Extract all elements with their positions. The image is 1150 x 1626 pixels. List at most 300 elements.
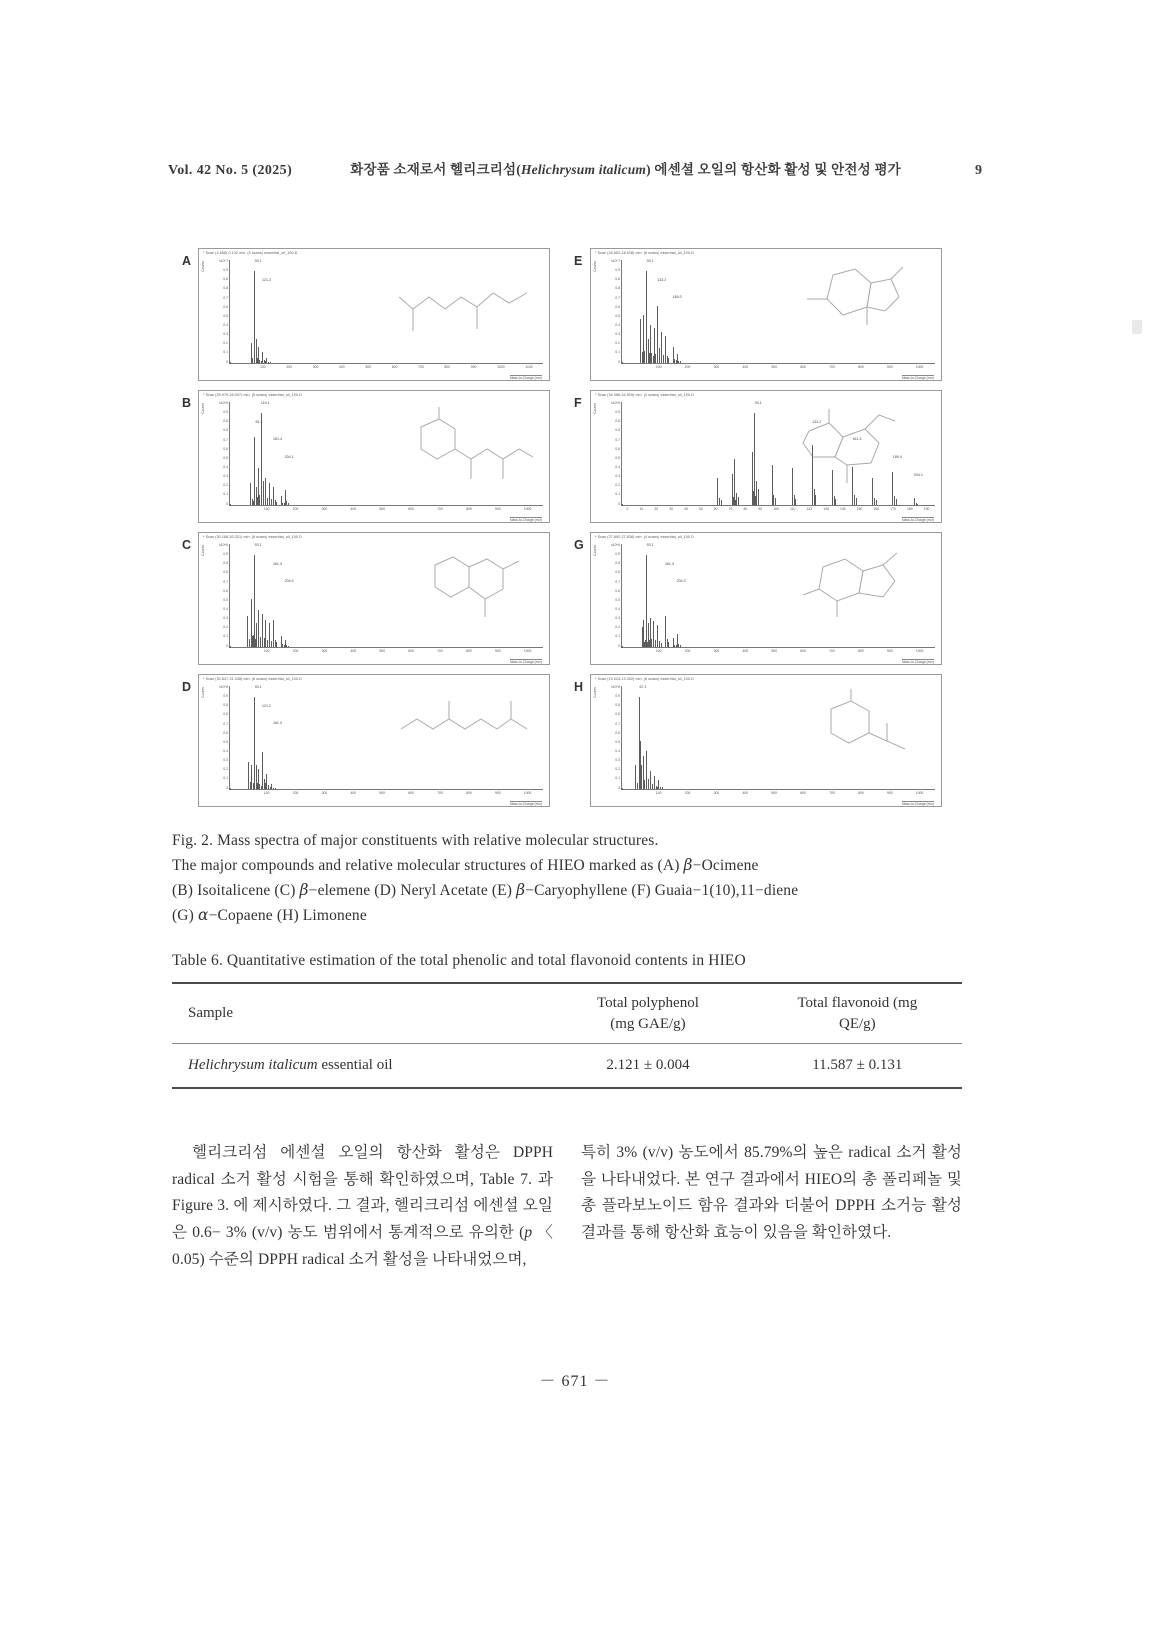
x-tick-label: 800: [466, 649, 472, 653]
column-header-polyphenol: [543, 984, 752, 1044]
x-axis-ticks: [621, 507, 935, 516]
y-tick-label: 0: [226, 785, 228, 790]
x-axis-ticks: [229, 791, 543, 800]
x-tick-label: 130: [823, 507, 829, 511]
y-tick-label: 0.6: [615, 730, 620, 735]
x-tick-label: 400: [339, 365, 345, 369]
y-axis-ticks: [212, 686, 228, 790]
y-tick-label: 0.6: [615, 446, 620, 451]
y-axis-title: Counts: [201, 403, 205, 414]
x-tick-label: 1000: [915, 791, 924, 795]
caption-line-1: Fig. 2. Mass spectra of major constituents with relative molecular structures.: [172, 832, 659, 849]
y-tick-label: 0.4: [615, 322, 620, 327]
secondary-peak-label: 204.1: [284, 455, 294, 460]
x-tick-label: 400: [742, 791, 749, 795]
y-axis-ticks: [604, 686, 620, 790]
x-tick-label: 1000: [523, 507, 532, 511]
y-axis-unit: x10^6: [219, 685, 228, 689]
peak-bar: [288, 503, 289, 505]
molecular-structure-d: [391, 689, 541, 781]
y-tick-label: 0.9: [223, 410, 228, 415]
y-tick-label: 0.4: [223, 606, 228, 611]
x-tick-label: 200: [292, 791, 299, 795]
scan-header-text: * Scan (27.692-27.838) min. (4 scans) essential_oil_100.D: [595, 535, 694, 539]
x-tick-label: 500: [379, 507, 386, 511]
x-tick-label: 600: [800, 649, 806, 653]
y-tick-label: 0.3: [615, 758, 620, 763]
base-peak-label: 93.1: [254, 543, 262, 547]
x-tick-label: 600: [800, 791, 806, 795]
x-tick-label: 150: [856, 507, 863, 511]
secondary-peak-label: 161.3: [272, 561, 282, 566]
y-axis-unit: x10^6: [219, 543, 228, 547]
x-tick-label: 600: [408, 649, 414, 653]
peak-bar: [856, 498, 857, 505]
species-name: Helichrysum italicum: [188, 1057, 318, 1074]
table-6-head: [172, 983, 962, 1044]
y-axis-ticks: [212, 260, 228, 364]
peak-bar: [668, 358, 669, 363]
y-tick-label: 0.8: [223, 570, 228, 575]
x-axis-title: Mass-to-Charge (m/z): [509, 518, 542, 522]
peak-bar: [661, 643, 662, 647]
panel-label-e: E: [574, 254, 583, 268]
x-tick-label: 20: [654, 507, 659, 511]
panel-label-d: D: [182, 680, 192, 694]
panel-label-b: B: [182, 396, 192, 410]
y-tick-label: 0.8: [223, 277, 228, 282]
y-tick-label: 0.5: [223, 739, 228, 744]
running-title-prefix: 화장품 소재로서 헬리크리섬(: [350, 162, 521, 177]
x-tick-label: 600: [800, 365, 806, 369]
secondary-peak-label: 161.3: [664, 561, 674, 566]
x-tick-label: 400: [742, 365, 749, 369]
y-tick-label: 0.5: [223, 313, 228, 318]
x-tick-label: 200: [684, 649, 691, 653]
scan-header-text: * Scan (13.024-13.302) min. (6 scans) essential_oil_100.D: [595, 677, 694, 681]
x-tick-label: 400: [350, 507, 357, 511]
y-tick-label: 0.3: [223, 758, 228, 763]
x-axis-title: Mass-to-Charge (m/z): [901, 376, 934, 380]
y-tick-label: 0.4: [223, 464, 228, 469]
y-axis-unit: x10^6: [219, 401, 228, 405]
y-tick-label: 0: [618, 785, 620, 790]
y-tick-label: 0.2: [223, 341, 228, 346]
y-tick-label: 0.8: [223, 712, 228, 717]
x-tick-label: 100: [655, 649, 662, 653]
caption-line-3-text-b: −elemene (D) Neryl Acetate (E): [308, 882, 517, 900]
x-axis-title: Mass-to-Charge (m/z): [509, 660, 542, 664]
panel-plot-box: [198, 674, 550, 807]
y-tick-label: 0.1: [223, 350, 228, 355]
page-edge-artifact: [1132, 320, 1142, 334]
panel-plot-box: [198, 248, 550, 381]
secondary-peak-label: 121.2: [261, 277, 271, 282]
cell-flavonoid: 11.587 ± 0.131: [753, 1044, 962, 1089]
y-tick-label: 0.8: [615, 570, 620, 575]
x-axis-ticks: [229, 649, 543, 658]
base-peak-label: 119.1: [260, 401, 270, 405]
x-tick-label: 500: [771, 791, 778, 795]
x-tick-label: 200: [286, 365, 293, 369]
column-header-sample: Sample: [172, 984, 543, 1044]
y-tick-label: 0.9: [615, 694, 620, 699]
base-marker-dot: [621, 362, 623, 364]
running-head: [168, 158, 982, 179]
spectrum-panel-b: [182, 390, 550, 523]
y-tick-label: 0.2: [223, 625, 228, 630]
x-tick-label: 300: [321, 649, 328, 653]
y-tick-label: 0.7: [223, 579, 228, 584]
peak-bar: [275, 788, 276, 789]
base-marker-dot: [229, 788, 231, 790]
y-tick-label: 0.6: [223, 588, 228, 593]
x-tick-label: 700: [829, 365, 835, 369]
y-axis-unit: x10^6: [611, 543, 620, 547]
secondary-peak-label: 204.0: [284, 579, 294, 584]
y-tick-label: 0.7: [615, 437, 620, 442]
x-tick-label: 700: [437, 791, 443, 795]
y-tick-label: 0.5: [615, 597, 620, 602]
x-tick-label: 300: [713, 365, 720, 369]
x-tick-label: 700: [829, 649, 835, 653]
molecular-structure-a: [391, 263, 541, 355]
base-peak-label: 67.1: [639, 685, 647, 689]
column-header-flavonoid-line1: Total flavonoid (mg: [797, 995, 918, 1011]
y-tick-label: 0.8: [223, 419, 228, 424]
x-tick-label: 400: [350, 649, 357, 653]
y-tick-label: 0.5: [223, 455, 228, 460]
y-tick-label: 0.6: [223, 730, 228, 735]
x-tick-label: 400: [742, 649, 749, 653]
y-tick-label: 0.9: [615, 410, 620, 415]
panel-label-f: F: [574, 396, 582, 410]
spectrum-panel-f: [574, 390, 942, 523]
x-tick-label: 200: [292, 507, 299, 511]
x-axis-ticks: [229, 507, 543, 516]
column-header-polyphenol-line1: Total polyphenol: [597, 995, 699, 1011]
peak-bar: [276, 642, 277, 647]
x-axis-title: Mass-to-Charge (m/z): [901, 660, 934, 664]
x-tick-label: 90: [758, 507, 763, 511]
panel-plot-box: [590, 674, 942, 807]
y-axis-ticks: [212, 544, 228, 648]
y-tick-label: 0.8: [615, 703, 620, 708]
y-tick-label: 0.5: [615, 313, 620, 318]
caption-line-2-text-b: −Ocimene: [692, 857, 759, 875]
peak-bar: [738, 497, 739, 505]
x-axis-line: [229, 789, 543, 790]
base-peak-label: 93.1: [254, 259, 262, 263]
scan-header-text: * Scan (28.652-28.928) min. (6 scans) essential_oil_100.D: [595, 251, 694, 255]
scan-header-text: * Scan (4.856) 0.132 min. (4 scans) essential_oil_100.D: [203, 251, 298, 255]
molecular-structure-e: [783, 263, 933, 355]
panel-label-a: A: [182, 254, 192, 268]
y-tick-label: 0.9: [615, 552, 620, 557]
x-tick-label: 900: [494, 791, 501, 795]
y-axis-title: Counts: [593, 687, 597, 698]
base-peak-label: 93.1: [646, 543, 654, 547]
x-tick-label: 70: [728, 507, 733, 511]
panel-plot-box: [590, 532, 942, 665]
y-tick-label: 0.5: [615, 739, 620, 744]
y-tick-label: 0.4: [223, 322, 228, 327]
secondary-peak-label: 121.2: [261, 703, 271, 708]
y-axis-title: Counts: [593, 403, 597, 414]
y-axis-unit: x10^6: [611, 685, 620, 689]
y-tick-label: 0.6: [223, 446, 228, 451]
x-tick-label: 700: [829, 791, 835, 795]
x-tick-label: 200: [292, 649, 299, 653]
y-tick-label: 0.4: [615, 748, 620, 753]
secondary-peak-label: 93.1: [255, 419, 263, 424]
x-tick-label: 900: [494, 649, 501, 653]
x-tick-label: 500: [379, 649, 386, 653]
y-tick-label: 0.9: [615, 268, 620, 273]
secondary-peak-label: 161.4: [272, 437, 282, 442]
peak-bar: [662, 787, 663, 789]
y-tick-label: 0.1: [615, 350, 620, 355]
scan-header-text: * Scan (30.188-30.321) min. (6 scans) essential_oil_100.D: [203, 535, 302, 539]
table-6-title: Table 6. Quantitative estimation of the total phenolic and total flavonoid contents in HIEO: [172, 952, 746, 969]
table-6-block: [172, 952, 962, 1089]
x-tick-label: 100: [263, 791, 270, 795]
y-tick-label: 0.1: [223, 492, 228, 497]
y-tick-label: 0.3: [223, 474, 228, 479]
panel-plot-box: [198, 532, 550, 665]
x-tick-label: 400: [350, 791, 357, 795]
x-tick-label: 190: [923, 507, 930, 511]
x-tick-label: 100: [773, 507, 779, 511]
body-column-left: [172, 1140, 553, 1273]
running-head-page-marker: 9: [975, 163, 982, 178]
x-tick-label: 500: [379, 791, 386, 795]
x-tick-label: 500: [771, 649, 778, 653]
x-tick-label: 120: [806, 507, 813, 511]
peak-bar: [276, 502, 277, 505]
panel-label-h: H: [574, 680, 584, 694]
peak-bar: [896, 499, 897, 505]
x-tick-label: 140: [839, 507, 846, 511]
peak-bar: [680, 361, 681, 363]
x-tick-label: 100: [260, 365, 266, 369]
x-axis-line: [621, 647, 935, 648]
x-tick-label: 300: [321, 507, 328, 511]
secondary-peak-label: 133.2: [812, 419, 822, 424]
y-tick-label: 0.7: [223, 437, 228, 442]
beta-symbol: β: [516, 881, 526, 900]
x-axis-title: Mass-to-Charge (m/z): [901, 802, 934, 806]
x-tick-label: 30: [669, 507, 673, 511]
x-tick-label: 600: [408, 507, 414, 511]
table-6-header-row: [172, 984, 962, 1044]
caption-line-2-text-a: The major compounds and relative molecular structures of HIEO marked as (A): [172, 857, 684, 875]
peak-bar: [775, 498, 776, 505]
y-axis-ticks: [604, 260, 620, 364]
x-axis-ticks: [621, 365, 935, 374]
journal-volume: Vol. 42 No. 5 (2025): [168, 163, 293, 178]
base-peak-label: 93.1: [754, 401, 762, 405]
y-tick-label: 0.3: [615, 616, 620, 621]
base-marker-dot: [229, 362, 231, 364]
y-tick-label: 0.8: [615, 286, 620, 291]
y-tick-label: 0.8: [615, 419, 620, 424]
x-tick-label: 300: [312, 365, 319, 369]
x-tick-label: 800: [858, 365, 864, 369]
spectrum-panel-c: [182, 532, 550, 665]
panel-label-c: C: [182, 538, 192, 552]
x-tick-label: 700: [418, 365, 424, 369]
running-title-suffix: ) 에센셜 오일의 항산화 활성 및 안전성 평가: [646, 162, 901, 177]
molecular-structure-h: [783, 689, 933, 781]
y-tick-label: 0.3: [223, 616, 228, 621]
x-axis-line: [621, 789, 935, 790]
x-tick-label: 1000: [523, 649, 532, 653]
x-axis-title: Mass-to-Charge (m/z): [509, 376, 542, 380]
x-tick-label: 900: [886, 791, 893, 795]
x-axis-line: [229, 363, 543, 364]
y-tick-label: 0.9: [223, 694, 228, 699]
caption-line-4-text-a: (G): [172, 907, 198, 925]
panel-label-g: G: [574, 538, 584, 552]
y-tick-label: 0.2: [615, 483, 620, 488]
x-axis-line: [229, 505, 543, 506]
x-tick-label: 180: [906, 507, 913, 511]
y-tick-label: 0.2: [223, 767, 228, 772]
secondary-peak-label: 161.3: [852, 437, 862, 442]
y-axis-ticks: [604, 402, 620, 506]
table-6: [172, 982, 962, 1089]
x-axis-line: [229, 647, 543, 648]
x-tick-label: 1000: [915, 649, 924, 653]
y-tick-label: 0.8: [615, 428, 620, 433]
body-left-text-a: 헬리크리섬 에센셜 오일의 항산화 활성은 DPPH radical 소거 활성 시험을 통해 확인하였으며, Table 7. 과 Figure 3. 에 제시하였다. 그 결과, 헬리크리섬 에센셜 오일은 0.6− 3% (v/v) 농도 범위에서 통계적으로 유의한 (: [172, 1144, 553, 1241]
y-tick-label: 0.1: [615, 634, 620, 639]
secondary-peak-label: 204.1: [913, 472, 923, 477]
y-axis-unit: x10^7: [219, 259, 228, 263]
y-tick-label: 0.7: [615, 295, 620, 300]
x-tick-label: 100: [263, 649, 270, 653]
scan-header-text: * Scan (30.847-31.038) min. (6 scans) essential_oil_100.D: [203, 677, 302, 681]
x-axis-ticks: [621, 791, 935, 800]
x-tick-label: 800: [466, 791, 472, 795]
y-tick-label: 0.5: [223, 597, 228, 602]
x-axis-ticks: [621, 649, 935, 658]
peak-bar: [876, 500, 877, 505]
x-tick-label: 1100: [525, 365, 533, 369]
x-tick-label: 40: [684, 507, 688, 511]
peak-bar: [680, 645, 681, 647]
running-title-species: Helichrysum italicum: [520, 162, 647, 177]
molecular-structure-g: [783, 547, 933, 639]
y-tick-label: 0.9: [223, 268, 228, 273]
column-header-polyphenol-line2: (mg GAE/g): [610, 1015, 686, 1032]
y-axis-unit: x10^7: [611, 259, 620, 263]
peak-bar: [835, 499, 836, 505]
y-tick-label: 0.3: [223, 332, 228, 337]
y-tick-label: 0.1: [223, 776, 228, 781]
base-marker-dot: [229, 504, 231, 506]
x-tick-label: 600: [408, 791, 414, 795]
x-tick-label: 600: [391, 365, 398, 369]
peak-bar: [288, 646, 289, 647]
y-tick-label: 0: [618, 501, 620, 506]
secondary-peak-label: 189.3: [672, 295, 682, 300]
y-tick-label: 0.7: [223, 721, 228, 726]
y-tick-label: 0.4: [223, 748, 228, 753]
x-tick-label: 900: [886, 365, 893, 369]
caption-line-3-text-c: −Caryophyllene (F) Guaia−1(10),11−diene: [525, 882, 799, 900]
base-marker-dot: [621, 788, 623, 790]
column-header-flavonoid-line2: QE/g): [838, 1015, 876, 1032]
x-axis-line: [621, 363, 935, 364]
x-tick-label: 160: [873, 507, 880, 511]
y-axis-title: Counts: [593, 545, 597, 556]
y-tick-label: 0.3: [615, 474, 620, 479]
peak-bar: [668, 642, 669, 647]
y-tick-label: 0: [226, 643, 228, 648]
y-tick-label: 0.8: [223, 428, 228, 433]
p-value-symbol: p: [524, 1223, 533, 1241]
beta-symbol: β: [299, 881, 309, 900]
y-tick-label: 0.8: [223, 286, 228, 291]
x-axis-line: [621, 505, 935, 506]
secondary-peak-label: 133.2: [657, 277, 667, 282]
y-tick-label: 0.1: [615, 492, 620, 497]
y-tick-label: 0.8: [223, 703, 228, 708]
body-left-text-b: 〈 0.05) 수준의 DPPH radical 소거 활성을 나타내었으며,: [172, 1223, 553, 1268]
x-tick-label: 500: [771, 365, 778, 369]
spectrum-panel-g: [574, 532, 942, 665]
panel-plot-box: [590, 248, 942, 381]
y-tick-label: 0.2: [223, 483, 228, 488]
peak-bar: [758, 489, 759, 505]
y-tick-label: 0: [618, 359, 620, 364]
table-6-body: [172, 1044, 962, 1089]
cell-sample: [172, 1044, 543, 1089]
panel-plot-box: [198, 390, 550, 523]
figure-2-caption: [172, 828, 962, 928]
y-axis-ticks: [604, 544, 620, 648]
column-header-flavonoid: [753, 984, 962, 1044]
y-tick-label: 0.9: [223, 552, 228, 557]
y-tick-label: 0.4: [615, 606, 620, 611]
caption-line-3-text-a: (B) Isoitalicene (C): [172, 882, 300, 900]
y-axis-title: Counts: [593, 261, 597, 272]
secondary-peak-label: 204.3: [676, 579, 686, 584]
y-tick-label: 0.2: [615, 625, 620, 630]
caption-line-3: [172, 878, 962, 903]
x-tick-label: 300: [713, 649, 720, 653]
secondary-peak-label: 161.3: [272, 721, 282, 726]
y-tick-label: 0: [226, 501, 228, 506]
sample-suffix: essential oil: [317, 1057, 393, 1074]
x-tick-label: 700: [437, 507, 443, 511]
body-text-columns: [172, 1140, 962, 1273]
y-axis-unit: x10^6: [611, 401, 620, 405]
spectrum-panel-h: [574, 674, 942, 807]
x-tick-label: 110: [789, 507, 796, 511]
caption-line-2: [172, 853, 962, 878]
x-tick-label: 800: [858, 791, 864, 795]
spectrum-panel-a: [182, 248, 550, 381]
peak-bar: [721, 500, 722, 505]
y-tick-label: 0.2: [615, 767, 620, 772]
x-tick-label: 0: [626, 507, 629, 511]
x-tick-label: 80: [743, 507, 748, 511]
x-tick-label: 1000: [523, 791, 532, 795]
y-tick-label: 0.7: [223, 295, 228, 300]
